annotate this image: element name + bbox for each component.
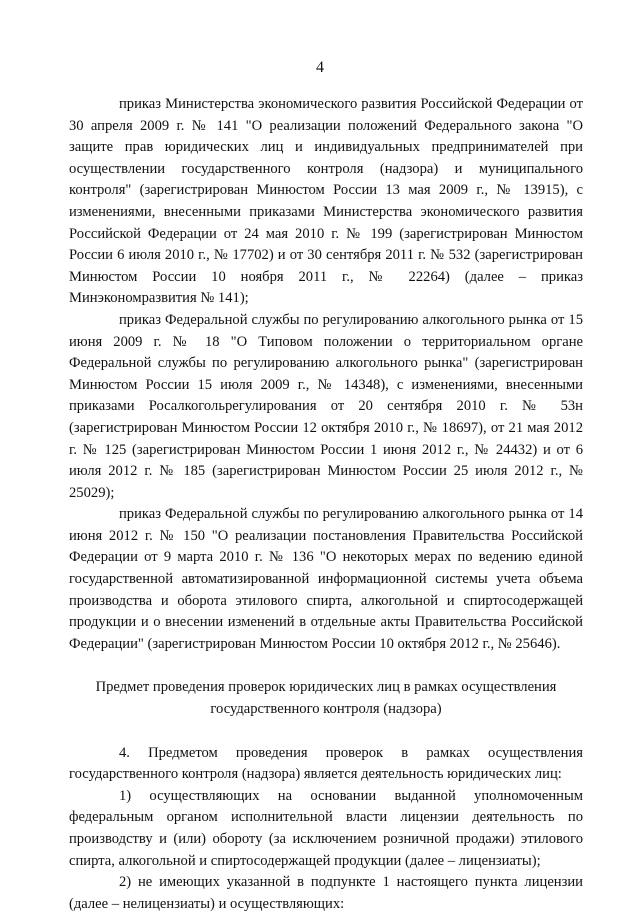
section-heading <box>69 677 583 720</box>
document-body <box>69 94 583 915</box>
section-heading-line-2: государственного контроля (надзора) <box>210 701 442 718</box>
paragraph-subitem-1: 1) осуществляющих на основании выданной уполномоченным федеральным органом исполнительной власти лицензии деятельность по производству и (или) обороту (за исключением розничной продажи) этилового спирта, алкогольной и спиртосодержащей продукции (далее – лицензиаты); <box>69 787 583 869</box>
paragraph-item-4: 4. Предметом проведения проверок в рамках осуществления государственного контроля (надзора) является деятельность юридических лиц: <box>69 744 583 783</box>
paragraph-subitem-2: 2) не имеющих указанной в подпункте 1 настоящего пункта лицензии (далее – нелицензиаты) и осуществляющих: <box>69 874 583 912</box>
section-heading-line-1: Предмет проведения проверок юридических лиц в рамках осуществления <box>95 679 557 696</box>
paragraph-order-minekonomrazvitiya-141: приказ Министерства экономического развития Российской Федерации от 30 апреля 2009 г. № 141 "О реализации положений Федерального закона "О защите прав юридических лиц и индивидуальных предпринимателей при осуществлении государственного контроля (надзора) и муниципального контроля" (зарегистрирован Минюстом России 13 мая 2009 г., № 13915), с изменениями, внесенными приказами Министерства экономического развития Российской Федерации от 24 мая 2010 г. № 199 (зарегистрирован Минюстом России 6 июля 2010 г., № 17702) и от 30 сентября 2011 г. № 532 (зарегистрирован Минюстом России 10 ноября 2011 г., № 22264) (далее – приказ Минэкономразвития № 141); <box>69 96 583 307</box>
paragraph-order-fsrar-150: приказ Федеральной службы по регулированию алкогольного рынка от 14 июня 2012 г. № 150 "О реализации постановления Правительства Российской Федерации от 9 марта 2010 г. № 136 "О некоторых мерах по ведению единой государственной автоматизированной информационной системы учета объема производства и оборота этилового спирта, алкогольной и спиртосодержащей продукции и о внесении изменений в отдельные акты Правительства Российской Федерации" (зарегистрирован Минюстом России 10 октября 2012 г., № 25646). <box>69 506 583 652</box>
page-number: 4 <box>316 59 324 76</box>
paragraph-order-fsrar-18: приказ Федеральной службы по регулированию алкогольного рынка от 15 июня 2009 г. № 18 "О Типовом положении о территориальном органе Федеральной службы по регулированию алкогольного рынка" (зарегистрирован Минюстом России 15 июля 2009 г., № 14348), с изменениями, внесенными приказами Росалкогольрегулирования от 20 сентября 2010 г. № 53н (зарегистрирован Минюстом России 12 октября 2010 г., № 18697), от 21 мая 2012 г. № 125 (зарегистрирован Минюстом России 1 июня 2012 г., № 24432) и от 6 июля 2012 г. № 185 (зарегистрирован Минюстом России 25 июля 2012 г., № 25029); <box>69 311 583 501</box>
